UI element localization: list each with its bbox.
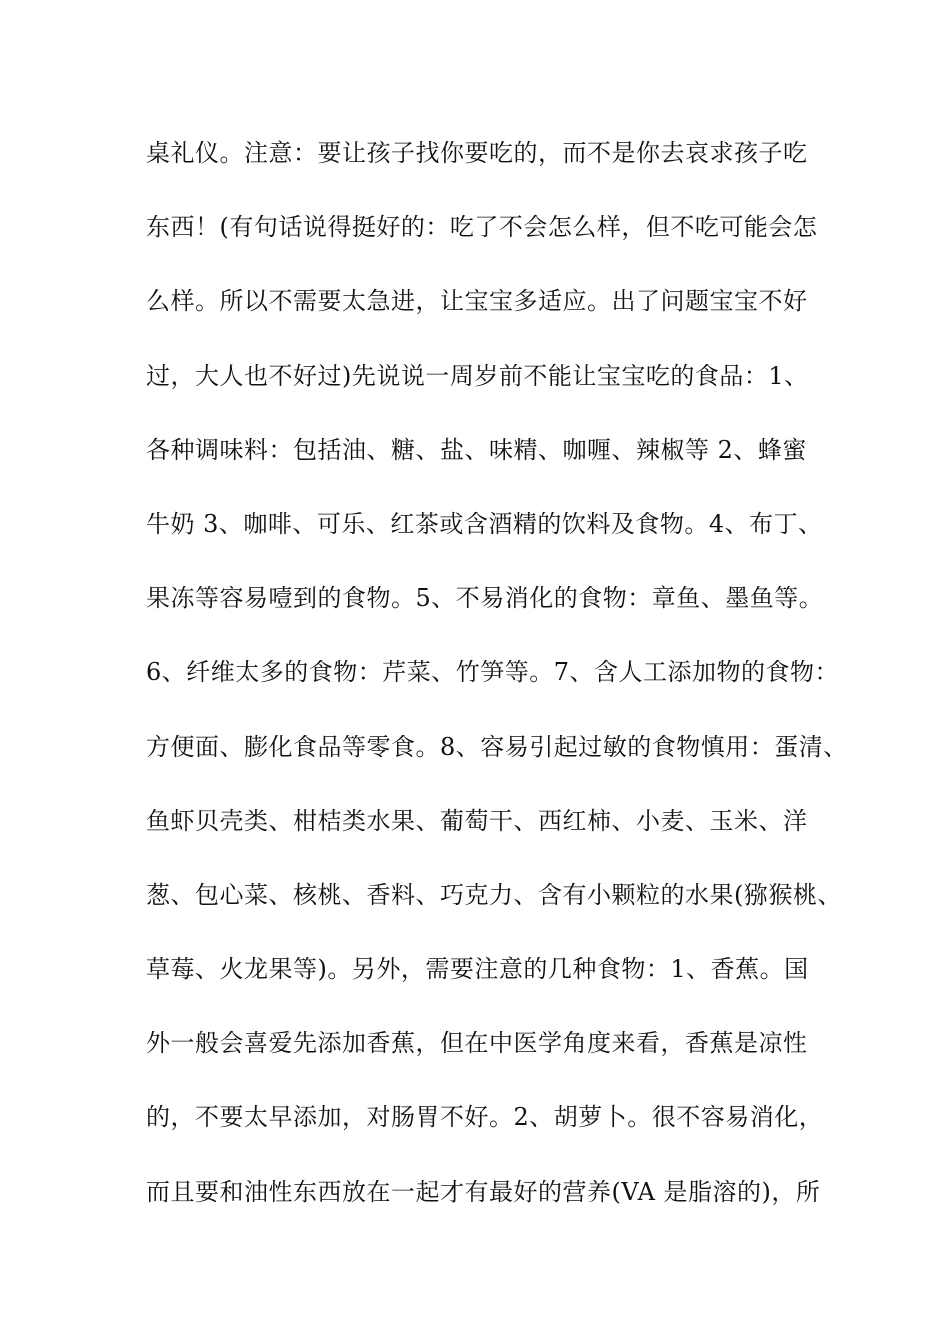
text-line: 外一般会喜爱先添加香蕉，但在中医学角度来看，香蕉是凉性: [146, 1029, 808, 1058]
text-line: 么样。所以不需要太急进，让宝宝多适应。出了问题宝宝不好: [146, 287, 808, 316]
body-text: [146, 128, 846, 1241]
text-line: 鱼虾贝壳类、柑桔类水果、葡萄干、西红柿、小麦、玉米、洋: [146, 806, 808, 835]
text-line: 过，大人也不好过)先说说一周岁前不能让宝宝吃的食品：1、: [146, 361, 809, 390]
text-line: 而且要和油性东西放在一起才有最好的营养(VA 是脂溶的)，所: [146, 1177, 821, 1206]
text-line: 果冻等容易噎到的食物。5、不易消化的食物：章鱼、墨鱼等。: [146, 584, 824, 613]
text-line: 牛奶 3、咖啡、可乐、红茶或含酒精的饮料及食物。4、布丁、: [146, 509, 823, 538]
text-line: 葱、包心菜、核桃、香料、巧克力、含有小颗粒的水果(猕猴桃、: [146, 880, 842, 909]
text-line: 方便面、膨化食品等零食。8、容易引起过敏的食物慎用：蛋清、: [146, 732, 848, 761]
text-line: 6、纤维太多的食物：芹菜、竹笋等。7、含人工添加物的食物：: [146, 658, 840, 687]
text-line: 各种调味料：包括油、糖、盐、味精、咖喱、辣椒等 2、蜂蜜: [146, 435, 807, 464]
text-line: 桌礼仪。注意：要让孩子找你要吃的，而不是你去哀求孩子吃: [146, 139, 808, 167]
text-line: 的，不要太早添加，对肠胃不好。2、胡萝卜。很不容易消化，: [146, 1103, 824, 1132]
text-line: 东西！(有句话说得挺好的：吃了不会怎么样，但不吃可能会怎: [146, 213, 818, 242]
text-line: 草莓、火龙果等)。另外，需要注意的几种食物：1、香蕉。国: [146, 955, 809, 984]
